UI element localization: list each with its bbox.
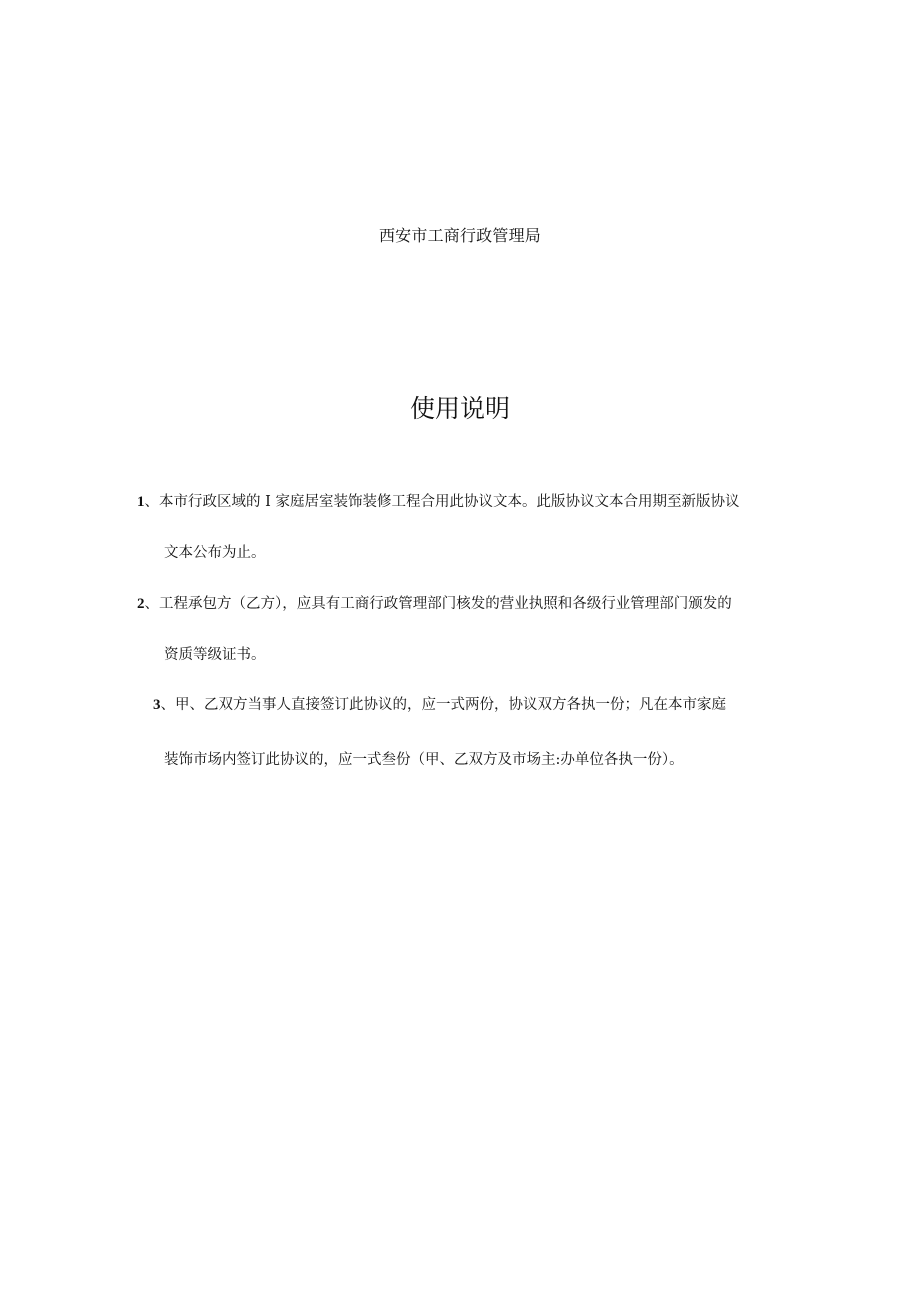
page-title: 使用说明 [409, 394, 510, 423]
item-1-line-2: 文本公布为止。 [164, 545, 266, 561]
item-3-line-1 [153, 694, 726, 716]
item-1-number: 1 [137, 494, 145, 510]
item-2-number: 2 [137, 596, 145, 612]
item-2-text-1: 、工程承包方（乙方），应具有工商行政管理部门核发的营业执照和各级行业管理部门颁发的 [144, 596, 732, 612]
item-3-text-1: 、甲、乙双方当事人直接签订此协议的，应一式两份，协议双方各执一份；凡在本市家庭 [160, 697, 726, 713]
item-1-line-1 [137, 491, 739, 513]
item-2-line-1 [137, 593, 732, 615]
item-3-line-2: 装饰市场内签订此协议的，应一式叁份（甲、乙双方及市场主:办单位各执一份）。 [164, 752, 684, 768]
issuing-authority: 西安市工商行政管理局 [378, 226, 541, 245]
item-1-text-1: 、本市行政区域的 I 家庭居室装饰装修工程合用此协议文本。此版协议文本合用期至新版协议 [144, 494, 740, 510]
item-3-number: 3 [153, 697, 161, 713]
item-2-line-2: 资质等级证书。 [164, 647, 266, 663]
